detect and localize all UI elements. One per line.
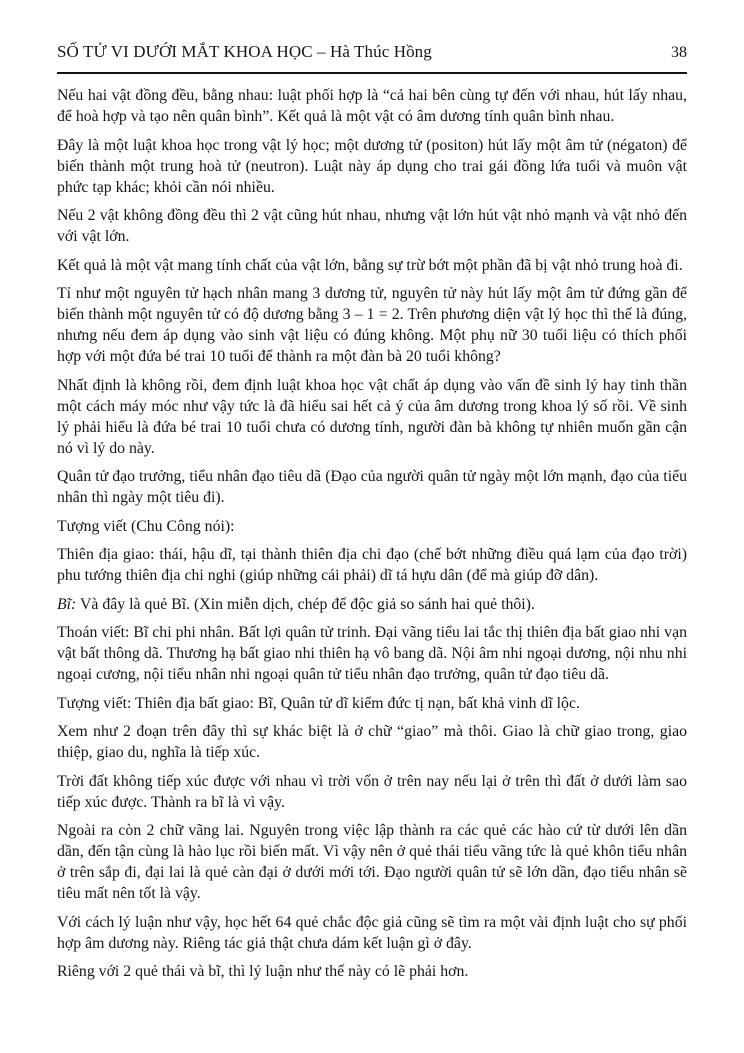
paragraph: Nếu hai vật đồng đều, bằng nhau: luật phối hợp là “cả hai bên cùng tự đến với nhau, hút lấy nhau, để hoà hợp và tạo nên quân bình”. Kết quả là một vật có âm dương tính quân bình nhau.: [57, 87, 687, 125]
paragraph: Thoán viết: Bĩ chi phi nhân. Bất lợi quân tử trinh. Đại vãng tiểu lai tắc thị thiên địa bất giao nhi vạn vật bất thông dã. Thương hạ bất giao nhi thiên hạ vô bang dã. Nội âm nhi ngoại dương, nội nhu nhi ngoại cương, nội tiểu nhân nhi ngoại quân tử tiểu nhân đạo trưởng, quân tử đạo tiêu dã.: [57, 624, 687, 683]
paragraph: [57, 594, 687, 615]
paragraph: Với cách lý luận như vậy, học hết 64 quẻ chắc độc giả cũng sẽ tìm ra một vài định luật cho sự phối hợp âm dương này. Riêng tác giả thật chưa dám kết luận gì ở đây.: [57, 913, 687, 952]
paragraph: Nếu 2 vật không đồng đều thì 2 vật cũng hút nhau, nhưng vật lớn hút vật nhỏ mạnh và vật nhỏ đến với vật lớn.: [57, 207, 687, 245]
paragraph: Xem như 2 đoạn trên đây thì sự khác biệt là ở chữ “giao” mà thôi. Giao là chữ giao trong, giao thiệp, giao du, nghĩa là tiếp xúc.: [57, 723, 687, 761]
paragraph: Ngoài ra còn 2 chữ vãng lai. Nguyên trong việc lập thành ra các quẻ các hào cứ từ dưới lên dần dần, đến tận cùng là hào lục rồi biến mất. Vì vậy nên ở quẻ thái tiểu vãng tức là quẻ khôn tiểu nhân ở trên sắp đi, đại lai là quẻ càn đại ở dưới mới tới. Đạo người quân tử sẽ lớn dần, đạo tiểu nhân sẽ tiêu mất nên tốt là vậy.: [57, 822, 687, 902]
page-header: [57, 42, 687, 74]
paragraph-lead-italic: Bĩ:: [57, 595, 77, 613]
paragraph-text: Và đây là quẻ Bĩ. (Xin miễn dịch, chép để độc giả so sánh hai quẻ thôi).: [76, 595, 535, 613]
paragraph: Riêng với 2 quẻ thái và bĩ, thì lý luận như thế này có lẽ phải hơn.: [57, 963, 469, 980]
paragraph: Trời đất không tiếp xúc được với nhau vì trời vốn ở trên nay nếu lại ở trên thì đất ở dưới làm sao tiếp xúc được. Thành ra bĩ là vì vậy.: [57, 772, 687, 811]
paragraph: Tượng viết: Thiên địa bất giao: Bĩ, Quân tử dĩ kiểm đức tị nạn, bất khả vinh dĩ lộc.: [57, 694, 580, 712]
paragraph: Kết quả là một vật mang tính chất của vật lớn, bằng sự trừ bớt một phần đã bị vật nhỏ trung hoà đi.: [57, 256, 683, 274]
paragraph: Tỉ như một nguyên tử hạch nhân mang 3 dương tử, nguyên tử này hút lấy một âm tử đứng gần để biến thành một nguyên tử có độ dương bằng 3 – 1 = 2. Trên phương diện vật lý học thì thế là đúng, nhưng nếu đem áp dụng vào sinh vật liệu có đúng không. Một phụ nữ 30 tuổi liệu có thích phối hợp với một đứa bé trai 10 tuổi để thành ra một đàn bà 20 tuổi không?: [57, 285, 687, 365]
page-title: SỐ TỬ VI DƯỚI MẮT KHOA HỌC – Hà Thúc Hồng: [57, 42, 432, 61]
paragraph: Đây là một luật khoa học trong vật lý học; một dương tử (positon) hút lấy một âm tử (négaton) để biến thành một trung hoà tử (neutron). Luật này áp dụng cho trai gái đồng lứa tuổi và muôn vật phức tạp khác; khỏi cần nói nhiều.: [57, 136, 687, 196]
paragraph: Nhất định là không rồi, đem định luật khoa học vật chất áp dụng vào vấn đề sinh lý hay tinh thần một cách máy móc như vậy tức là đã hiểu sai hết cả ý của âm dương trong khoa lý số rồi. Về sinh lý phải hiểu là đứa bé trai 10 tuổi chưa có dương tính, người đàn bà không tự nhiên muốn gần cận nó vì lý do này.: [57, 376, 687, 457]
paragraph: Quân tử đạo trưởng, tiểu nhân đạo tiêu dã (Đạo của người quân tử ngày một lớn mạnh, đạo của tiểu nhân thì ngày một tiêu đi).: [57, 468, 687, 506]
page-number: 38: [671, 44, 687, 61]
paragraph: Tượng viết (Chu Công nói):: [57, 517, 235, 535]
paragraph: Thiên địa giao: thái, hậu dĩ, tại thành thiên địa chi đạo (chế bớt những điều quá lạm của đạo trời) phu tướng thiên địa chi nghi (giúp những cái phải) dĩ tá hựu dân (để mà giúp đỡ dân).: [57, 546, 687, 584]
document-body: [57, 85, 687, 982]
